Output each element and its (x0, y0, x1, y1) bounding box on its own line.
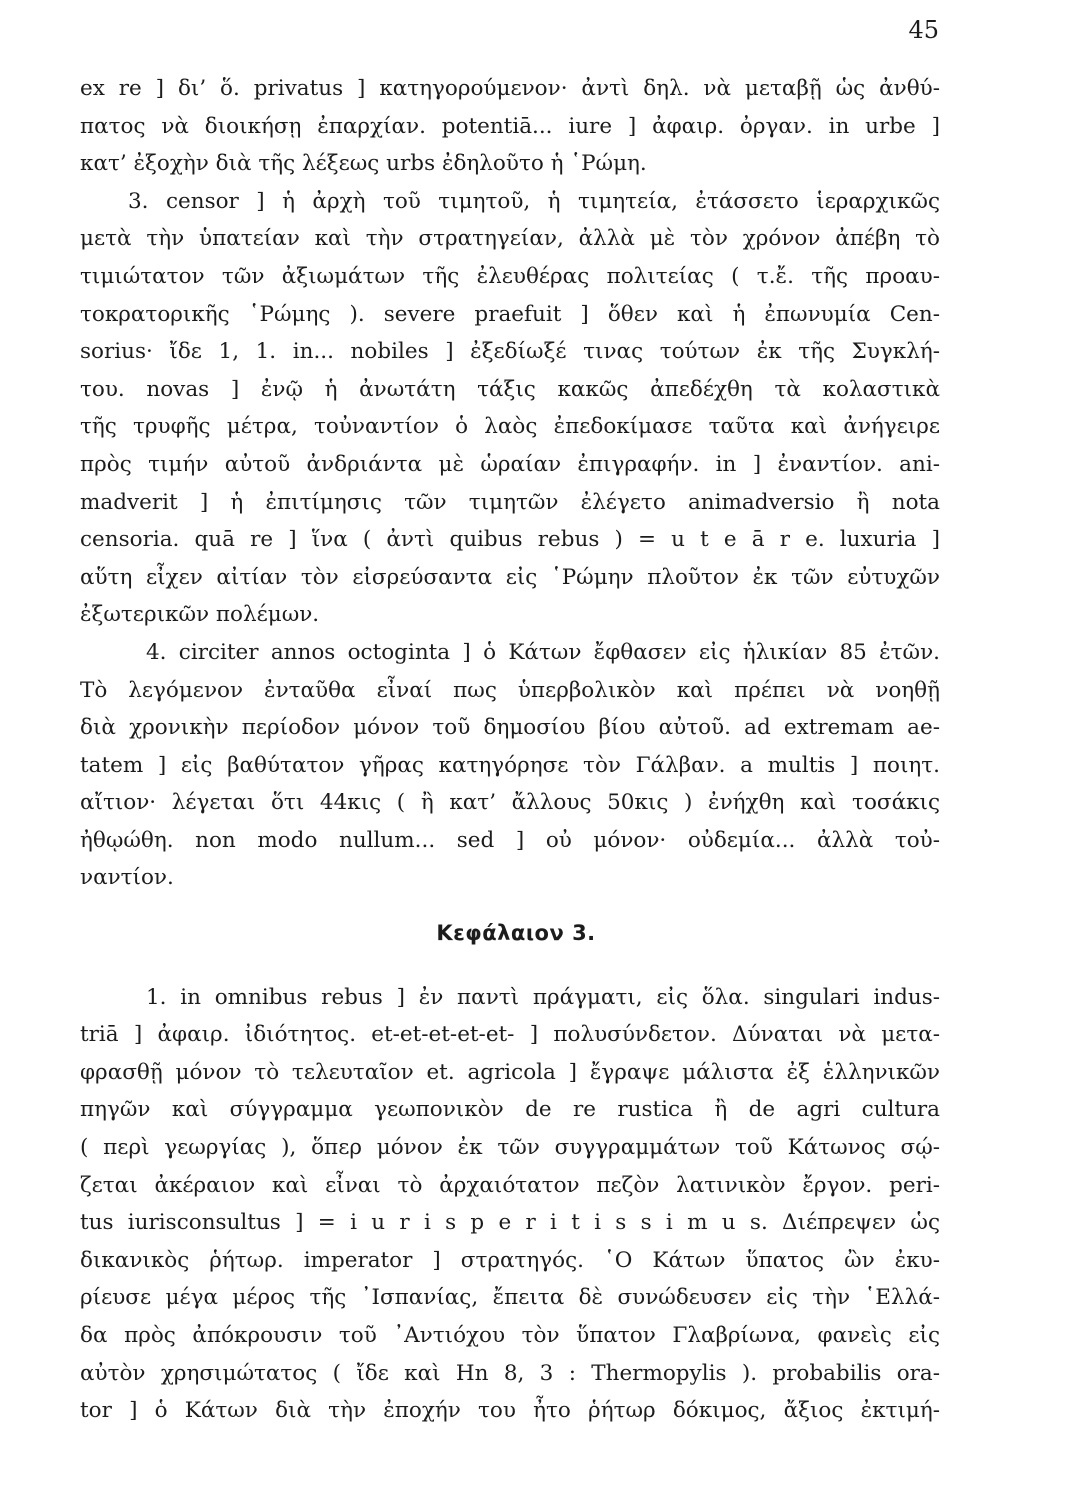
text-line: ἠθῳώθη. non modo nullum... sed ] οὐ μόνον· οὐδεμία... ἀλλὰ τοὐ- (80, 827, 940, 853)
text-line: πηγῶν καὶ σύγγραμμα γεωπονικὸν de re rustica ἢ de agri cultura (80, 1097, 940, 1123)
text-line: πατος νὰ διοικήσῃ ἐπαρχίαν. potentiā... iure ] ἀφαιρ. ὀργαν. in urbe ] (80, 113, 940, 139)
text-line: ζεται ἀκέραιον καὶ εἶναι τὸ ἀρχαιότατον πεζὸν λατινικὸν ἔργον. peri- (80, 1172, 940, 1198)
text-line: μετὰ τὴν ὑπατείαν καὶ τὴν στρατηγείαν, ἀλλὰ μὲ τὸν χρόνον ἀπέβη τὸ (80, 226, 940, 252)
commentary-text (80, 70, 940, 1430)
text-line: δικανικὸς ῥήτωρ. imperator ] στρατηγός. ῾Ο Κάτων ὕπατος ὢν ἐκυ- (80, 1247, 940, 1273)
text-line: 3. censor ] ἡ ἀρχὴ τοῦ τιμητοῦ, ἡ τιμητεία, ἐτάσσετο ἱεραρχικῶς (128, 188, 940, 214)
text-line: τιμιώτατον τῶν ἀξιωμάτων τῆς ἐλευθέρας πολιτείας ( τ.ἔ. τῆς προαυ- (80, 263, 940, 289)
text-line: ἐξωτερικῶν πολέμων. (80, 602, 320, 628)
text-line: 1. in omnibus rebus ] ἐν παντὶ πράγματι, εἰς ὅλα. singulari indus- (146, 984, 940, 1010)
text-line: tatem ] εἰς βαθύτατον γῆρας κατηγόρησε τὸν Γάλβαν. a multis ] ποιητ. (80, 752, 940, 778)
text-line: madverit ] ἡ ἐπιτίμησις τῶν τιμητῶν ἐλέγετο animadversio ἢ nota (80, 489, 940, 515)
chapter-heading: Κεφάλαιον 3. (436, 921, 596, 946)
text-line: διὰ χρονικὴν περίοδον μόνον τοῦ δημοσίου βίου αὐτοῦ. ad extremam ae- (80, 715, 940, 741)
text-line: τῆς τρυφῆς μέτρα, τοὐναντίον ὁ λαὸς ἐπεδοκίμασε ταῦτα καὶ ἀνήγειρε (80, 414, 940, 440)
text-line: tus iurisconsultus ] = i u r i s p e r i t i s s i m u s. Διέπρεψεν ὡς (80, 1210, 940, 1236)
text-line: ναντίον. (80, 865, 174, 891)
text-line: φρασθῇ μόνον τὸ τελευταῖον et. agricola ] ἔγραψε μάλιστα ἐξ ἑλληνικῶν (80, 1059, 940, 1085)
text-line: ( περὶ γεωργίας ), ὅπερ μόνον ἐκ τῶν συγγραμμάτων τοῦ Κάτωνος σῴ- (80, 1135, 940, 1161)
page-number: 45 (908, 16, 939, 44)
text-line: ex re ] δι’ ὅ. privatus ] κατηγορούμενον· ἀντὶ δηλ. νὰ μεταβῇ ὡς ἀνθύ- (80, 76, 940, 101)
text-line: πρὸς τιμήν αὐτοῦ ἀνδριάντα μὲ ὡραίαν ἐπιγραφήν. in ] ἐναντίον. ani- (80, 451, 940, 477)
text-line: censoria. quā re ] ἵνα ( ἀντὶ quibus rebus ) = u t e ā r e. luxuria ] (80, 527, 940, 553)
text-line: αἴτιον· λέγεται ὅτι 44κις ( ἢ κατ’ ἄλλους 50κις ) ἐνήχθη καὶ τοσάκις (80, 790, 940, 816)
text-line: triā ] ἀφαιρ. ἰδιότητος. et-et-et-et-et- ] πολυσύνδετον. Δύναται νὰ μετα- (80, 1022, 940, 1048)
text-line: tor ] ὁ Κάτων διὰ τὴν ἐποχήν του ἦτο ῥήτωρ δόκιμος, ἄξιος ἐκτιμή- (80, 1398, 940, 1424)
text-line: ρίευσε μέγα μέρος τῆς ᾿Ισπανίας, ἔπειτα δὲ συνώδευσεν εἰς τὴν ῾Ελλά- (80, 1285, 940, 1311)
text-line: Τὸ λεγόμενον ἐνταῦθα εἶναί πως ὑπερβολικὸν καὶ πρέπει νὰ νοηθῇ (80, 677, 940, 703)
text-line: 4. circiter annos octoginta ] ὁ Κάτων ἔφθασεν εἰς ἡλικίαν 85 ἐτῶν. (146, 639, 940, 665)
text-line: αὕτη εἶχεν αἰτίαν τὸν εἰσρεύσαντα εἰς ῾Ρώμην πλοῦτον ἐκ τῶν εὐτυχῶν (80, 564, 940, 590)
text-line: δα πρὸς ἀπόκρουσιν τοῦ ᾿Αντιόχου τὸν ὕπατον Γλαβρίωνα, φανεὶς εἰς (80, 1323, 940, 1348)
text-line: sorius· ἴδε 1, 1. in... nobiles ] ἐξεδίωξέ τινας τούτων ἐκ τῆς Συγκλή- (80, 339, 940, 365)
text-line: αὐτὸν χρησιμώτατος ( ἴδε καὶ Hn 8, 3 : Thermopylis ). probabilis ora- (80, 1360, 940, 1386)
text-line: τοκρατορικῆς ῾Ρώμης ). severe praefuit ] ὅθεν καὶ ἡ ἐπωνυμία Cen- (80, 301, 940, 327)
text-line: κατ’ ἐξοχὴν διὰ τῆς λέξεως urbs ἐδηλοῦτο ἡ ῾Ρώμη. (80, 151, 647, 177)
text-line: του. novas ] ἐνῷ ἡ ἀνωτάτη τάξις κακῶς ἀπεδέχθη τὰ κολαστικὰ (80, 376, 940, 402)
